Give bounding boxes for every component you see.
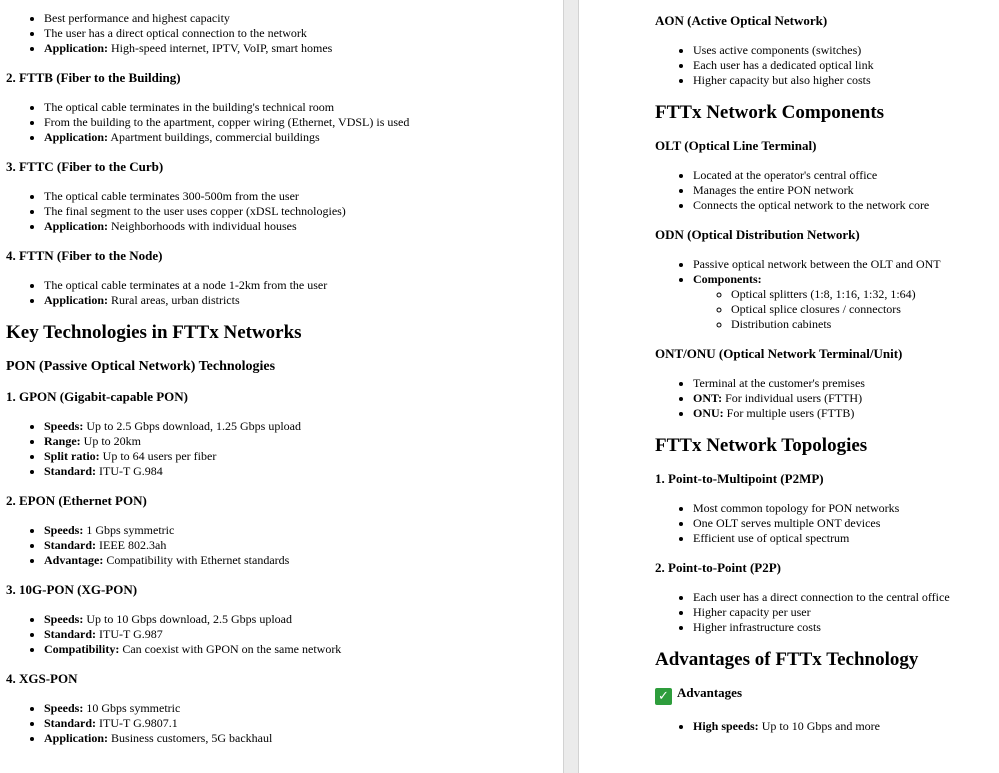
item-text: The user has a direct optical connection to the network bbox=[44, 26, 307, 40]
item-text: Business customers, 5G backhaul bbox=[108, 731, 273, 745]
fttb-list bbox=[6, 100, 559, 145]
gpon-heading: 1. GPON (Gigabit-capable PON) bbox=[6, 389, 188, 404]
aon-list bbox=[655, 43, 995, 88]
item-text: Apartment buildings, commercial buildings bbox=[108, 130, 320, 144]
item-label: Speeds: bbox=[44, 701, 84, 715]
list-item bbox=[693, 590, 995, 605]
topologies-heading: FTTx Network Topologies bbox=[655, 435, 868, 456]
sublist-item: ◦ Optical splitters (1:8, 1:16, 1:32, 1:64) bbox=[731, 287, 995, 302]
list-item bbox=[693, 168, 995, 183]
fttb-heading: 2. FTTB (Fiber to the Building) bbox=[6, 70, 181, 85]
list-item bbox=[44, 419, 559, 434]
list-item bbox=[44, 130, 559, 145]
list-item bbox=[693, 719, 995, 734]
item-text: 10 Gbps symmetric bbox=[83, 701, 181, 715]
item-text: Terminal at the customer's premises bbox=[693, 376, 865, 390]
ont-heading: ONT/ONU (Optical Network Terminal/Unit) bbox=[655, 346, 903, 361]
item-label: Split ratio: bbox=[44, 449, 100, 463]
item-text: ITU-T G.9807.1 bbox=[96, 716, 178, 730]
list-item bbox=[693, 406, 995, 421]
item-text: The optical cable terminates 300-500m from the user bbox=[44, 189, 299, 203]
list-item bbox=[693, 501, 995, 516]
sublist-item: ◦ Distribution cabinets bbox=[731, 317, 995, 332]
list-item bbox=[44, 11, 559, 26]
xgspon-list bbox=[6, 701, 559, 746]
item-text: Uses active components (switches) bbox=[693, 43, 862, 57]
list-item bbox=[693, 183, 995, 198]
fttn-list bbox=[6, 278, 559, 308]
item-label: Standard: bbox=[44, 716, 97, 730]
odn-components-sublist bbox=[693, 287, 995, 332]
list-item bbox=[44, 731, 559, 746]
list-item bbox=[44, 434, 559, 449]
fttc-list bbox=[6, 189, 559, 234]
item-text: 1 Gbps symmetric bbox=[83, 523, 175, 537]
item-label: Advantage: bbox=[44, 553, 104, 567]
list-item bbox=[693, 198, 995, 213]
p2p-heading: 2. Point-to-Point (P2P) bbox=[655, 560, 782, 575]
item-text: The final segment to the user uses copper (xDSL technologies) bbox=[44, 204, 346, 218]
list-item bbox=[693, 376, 995, 391]
list-item bbox=[44, 293, 559, 308]
item-label: Application: bbox=[44, 293, 109, 307]
item-text: ITU-T G.987 bbox=[96, 627, 163, 641]
item-text: Neighborhoods with individual houses bbox=[108, 219, 297, 233]
xgpon-list bbox=[6, 612, 559, 657]
item-label: Range: bbox=[44, 434, 81, 448]
list-item bbox=[44, 204, 559, 219]
list-item bbox=[44, 716, 559, 731]
olt-heading: OLT (Optical Line Terminal) bbox=[655, 138, 817, 153]
item-text: Up to 10 Gbps and more bbox=[758, 719, 881, 733]
item-text: For multiple users (FTTB) bbox=[723, 406, 855, 420]
item-label: ONT: bbox=[693, 391, 723, 405]
p2p-list bbox=[655, 590, 995, 635]
item-text: Located at the operator's central office bbox=[693, 168, 878, 182]
advantages-heading: Advantages of FTTx Technology bbox=[655, 649, 919, 670]
list-item bbox=[693, 73, 995, 88]
ftth-list bbox=[6, 11, 559, 56]
list-item bbox=[44, 219, 559, 234]
item-label: Standard: bbox=[44, 538, 97, 552]
item-label: Speeds: bbox=[44, 523, 84, 537]
components-heading: FTTx Network Components bbox=[655, 102, 885, 123]
epon-list bbox=[6, 523, 559, 568]
list-item bbox=[44, 41, 559, 56]
list-item bbox=[44, 115, 559, 130]
item-text: Rural areas, urban districts bbox=[108, 293, 240, 307]
item-label: Application: bbox=[44, 731, 109, 745]
sublist-item: ◦ Optical splice closures / connectors bbox=[731, 302, 995, 317]
check-mark-icon: ✓ bbox=[655, 688, 672, 705]
item-label: Speeds: bbox=[44, 419, 84, 433]
item-text: Can coexist with GPON on the same network bbox=[119, 642, 342, 656]
fttn-heading: 4. FTTN (Fiber to the Node) bbox=[6, 248, 163, 263]
item-text: From the building to the apartment, copper wiring (Ethernet, VDSL) is used bbox=[44, 115, 410, 129]
advantages-list bbox=[655, 719, 995, 734]
item-text: Each user has a direct connection to the central office bbox=[693, 590, 950, 604]
item-text: Most common topology for PON networks bbox=[693, 501, 900, 515]
item-text: One OLT serves multiple ONT devices bbox=[693, 516, 881, 530]
item-label: Standard: bbox=[44, 627, 97, 641]
ont-list bbox=[655, 376, 995, 421]
item-text: Each user has a dedicated optical link bbox=[693, 58, 874, 72]
list-item bbox=[44, 612, 559, 627]
list-item bbox=[693, 605, 995, 620]
item-text: Up to 64 users per fiber bbox=[99, 449, 217, 463]
list-item bbox=[44, 523, 559, 538]
item-text: Up to 2.5 Gbps download, 1.25 Gbps upload bbox=[83, 419, 302, 433]
epon-heading: 2. EPON (Ethernet PON) bbox=[6, 493, 147, 508]
item-text: High-speed internet, IPTV, VoIP, smart homes bbox=[108, 41, 333, 55]
item-text: Connects the optical network to the network core bbox=[693, 198, 930, 212]
item-text: IEEE 802.3ah bbox=[96, 538, 167, 552]
list-item bbox=[44, 100, 559, 115]
list-item bbox=[44, 278, 559, 293]
list-item bbox=[44, 642, 559, 657]
odn-heading: ODN (Optical Distribution Network) bbox=[655, 227, 860, 242]
list-item bbox=[44, 701, 559, 716]
item-label: Application: bbox=[44, 130, 109, 144]
list-item bbox=[44, 464, 559, 479]
list-item bbox=[44, 189, 559, 204]
list-item bbox=[44, 449, 559, 464]
xgspon-heading: 4. XGS-PON bbox=[6, 671, 78, 686]
item-text: For individual users (FTTH) bbox=[722, 391, 863, 405]
item-label: Compatibility: bbox=[44, 642, 120, 656]
list-item bbox=[693, 516, 995, 531]
key-technologies-heading: Key Technologies in FTTx Networks bbox=[6, 322, 302, 343]
item-text: Up to 20km bbox=[80, 434, 142, 448]
list-item bbox=[693, 272, 995, 332]
list-item bbox=[693, 531, 995, 546]
list-item bbox=[44, 627, 559, 642]
list-item bbox=[44, 538, 559, 553]
odn-list bbox=[655, 257, 995, 332]
xgpon-heading: 3. 10G-PON (XG-PON) bbox=[6, 582, 138, 597]
aon-heading: AON (Active Optical Network) bbox=[655, 13, 828, 28]
olt-list bbox=[655, 168, 995, 213]
item-text: Higher capacity but also higher costs bbox=[693, 73, 871, 87]
item-label: Speeds: bbox=[44, 612, 84, 626]
list-item bbox=[693, 391, 995, 406]
list-item bbox=[44, 553, 559, 568]
p2mp-list bbox=[655, 501, 995, 546]
advantages-label: Advantages bbox=[677, 685, 743, 700]
advantages-subheading bbox=[655, 685, 995, 705]
gpon-list bbox=[6, 419, 559, 479]
item-text: Best performance and highest capacity bbox=[44, 11, 230, 25]
list-item bbox=[693, 58, 995, 73]
list-item bbox=[44, 26, 559, 41]
item-text: The optical cable terminates in the building's technical room bbox=[44, 100, 335, 114]
p2mp-heading: 1. Point-to-Multipoint (P2MP) bbox=[655, 471, 824, 486]
item-text: ITU-T G.984 bbox=[96, 464, 163, 478]
item-label: Components: bbox=[693, 272, 762, 286]
list-item bbox=[693, 43, 995, 58]
list-item bbox=[693, 620, 995, 635]
pon-heading: PON (Passive Optical Network) Technologies bbox=[6, 359, 276, 374]
page-content-left bbox=[6, 11, 559, 760]
item-text: Higher infrastructure costs bbox=[693, 620, 821, 634]
item-label: High speeds: bbox=[693, 719, 759, 733]
page-gutter bbox=[563, 0, 579, 773]
item-text: Higher capacity per user bbox=[693, 605, 811, 619]
document-page-right bbox=[579, 0, 999, 773]
item-text: Efficient use of optical spectrum bbox=[693, 531, 850, 545]
fttc-heading: 3. FTTC (Fiber to the Curb) bbox=[6, 159, 164, 174]
item-label: Standard: bbox=[44, 464, 97, 478]
list-item bbox=[693, 257, 995, 272]
item-text: Passive optical network between the OLT and ONT bbox=[693, 257, 941, 271]
item-label: Application: bbox=[44, 219, 109, 233]
item-text: Manages the entire PON network bbox=[693, 183, 854, 197]
item-text: Up to 10 Gbps download, 2.5 Gbps upload bbox=[83, 612, 293, 626]
page-content-right bbox=[655, 13, 995, 748]
item-label: ONU: bbox=[693, 406, 724, 420]
item-label: Application: bbox=[44, 41, 109, 55]
item-text: The optical cable terminates at a node 1-2km from the user bbox=[44, 278, 328, 292]
item-text: Compatibility with Ethernet standards bbox=[103, 553, 290, 567]
